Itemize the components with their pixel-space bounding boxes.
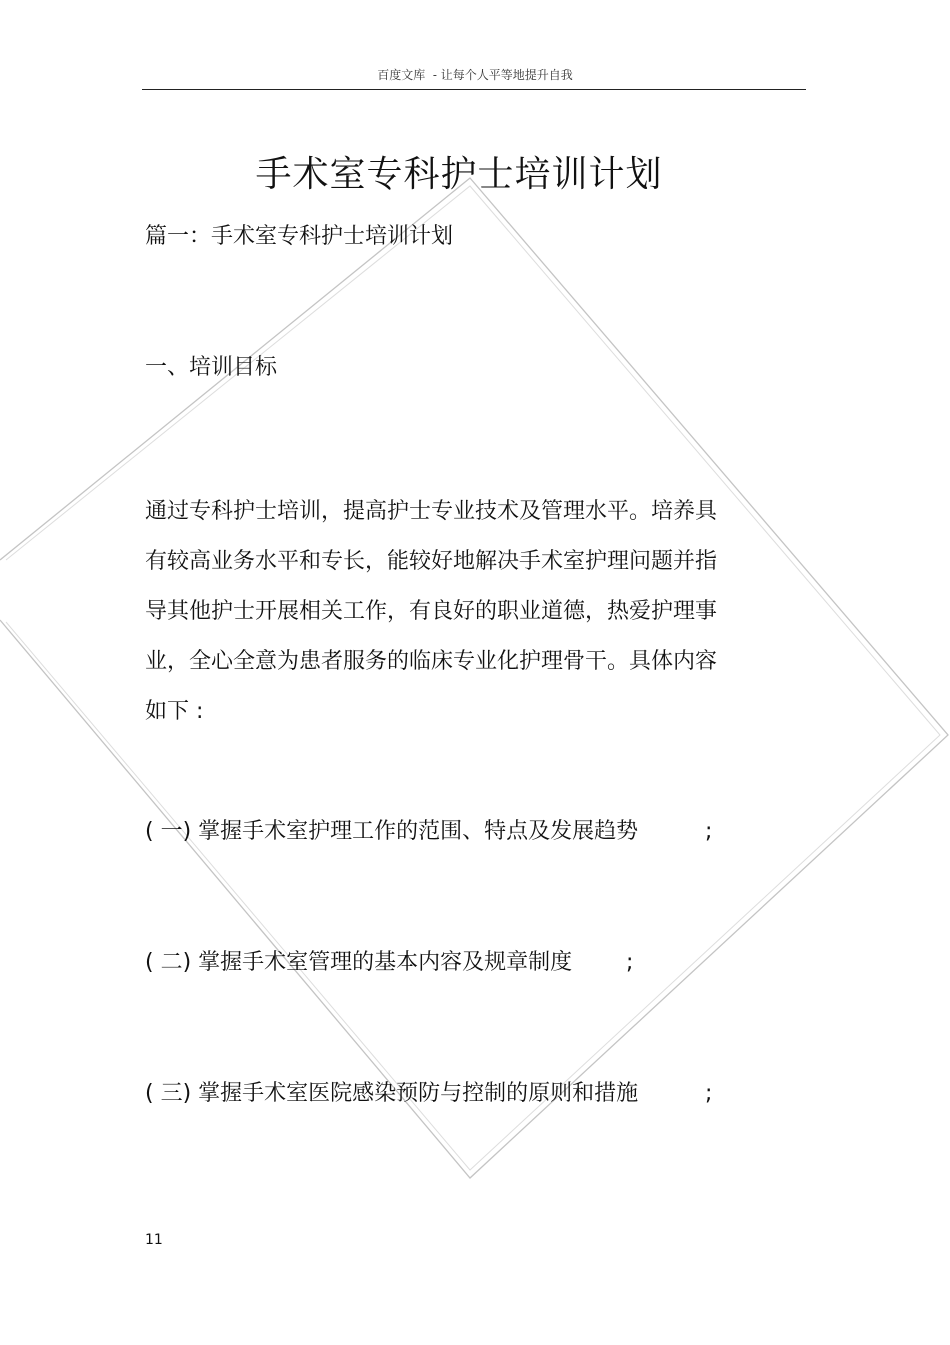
list-item-end: ; bbox=[705, 819, 713, 844]
header-divider bbox=[142, 89, 806, 90]
paragraph-line: 通过专科护士培训，提高护士专业技术及管理水平。培养具 bbox=[145, 499, 718, 524]
paragraph-line: 如下 : bbox=[145, 699, 204, 724]
list-item: ( 一) 掌握手术室护理工作的范围、特点及发展趋势 bbox=[145, 819, 639, 844]
page-number: 11 bbox=[145, 1232, 163, 1248]
document-title: 手术室专科护士培训计划 bbox=[255, 154, 663, 195]
list-item: ( 二) 掌握手术室管理的基本内容及规章制度 bbox=[145, 950, 573, 975]
body-paragraph bbox=[145, 487, 745, 737]
header-tagline: 百度文库 - 让每个人平等地提升自我 bbox=[377, 68, 573, 82]
list-item-end: ; bbox=[626, 950, 634, 975]
paragraph-line: 导其他护士开展相关工作，有良好的职业道德，热爱护理事 bbox=[145, 599, 718, 624]
section-heading: 一、培训目标 bbox=[145, 355, 278, 380]
document-subtitle: 篇一：手术室专科护士培训计划 bbox=[145, 224, 454, 249]
list-item-end: ; bbox=[705, 1081, 713, 1106]
paragraph-line: 有较高业务水平和专长，能较好地解决手术室护理问题并指 bbox=[145, 549, 718, 574]
list-item: ( 三) 掌握手术室医院感染预防与控制的原则和措施 bbox=[145, 1081, 639, 1106]
paragraph-line: 业，全心全意为患者服务的临床专业化护理骨干。具体内容 bbox=[145, 649, 718, 674]
